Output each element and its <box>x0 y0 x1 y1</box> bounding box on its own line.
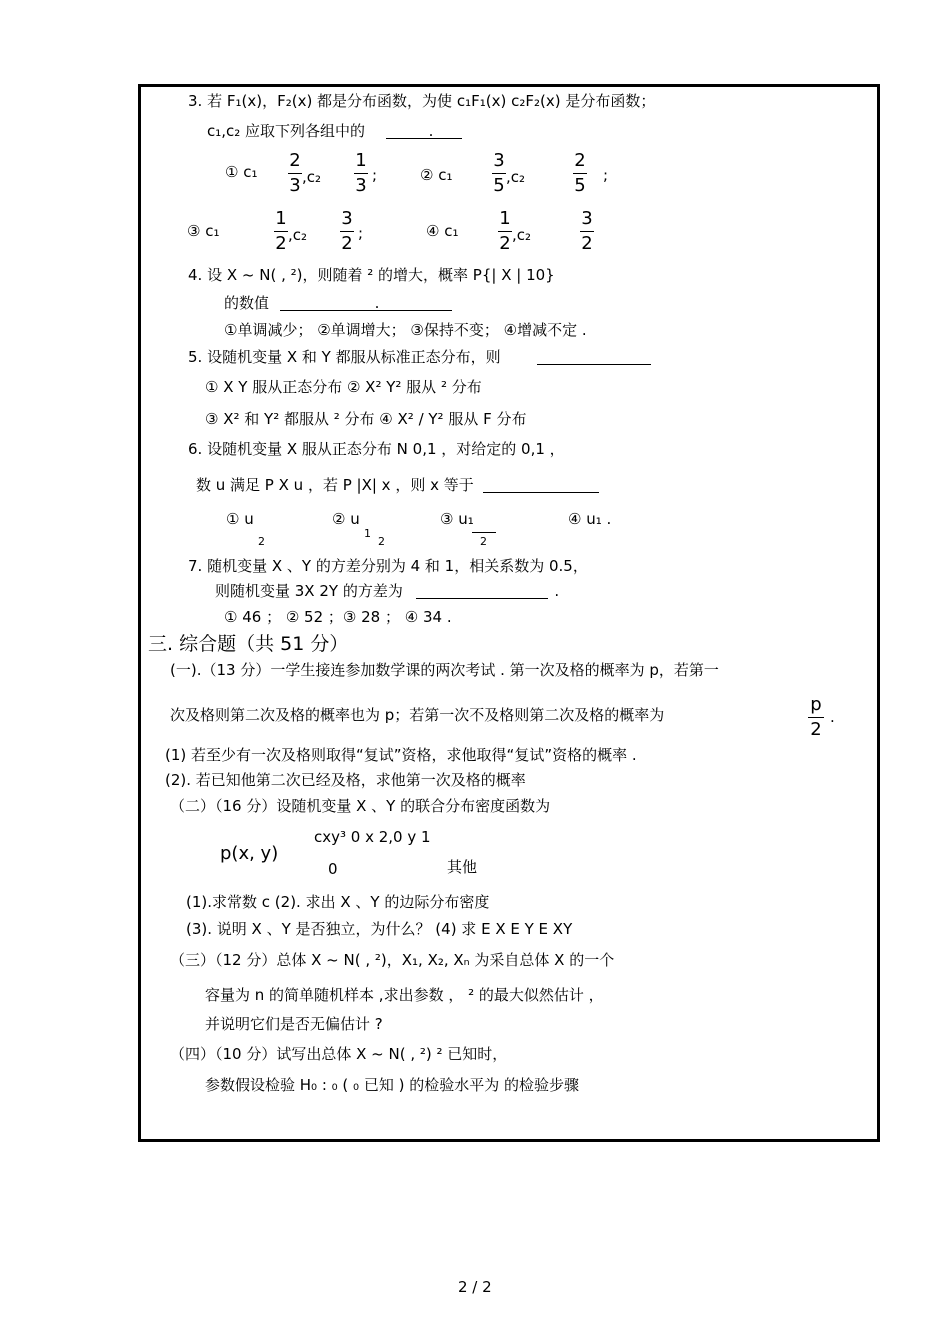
q3-line2-text: c₁,c₂ 应取下列各组中的 <box>207 122 366 140</box>
p1-frac <box>808 696 824 739</box>
q3-option2-mid: ,c₂ <box>506 168 526 186</box>
frac-den: 2 <box>275 233 287 254</box>
q7-line2-end: . <box>554 582 560 600</box>
q6-option3: ③ u₁ <box>440 510 474 528</box>
q6-option2-sub1: 1 <box>364 527 371 540</box>
q7-options: ① 46 ； ② 52 ；③ 28 ； ④ 34 . <box>224 608 452 626</box>
q7-line2 <box>215 584 559 599</box>
q4-line2-text: 的数值 <box>224 294 270 312</box>
q3-line1: 3. 若 F₁(x)，F₂(x) 都是分布函数，为使 c₁F₁(x) c₂F₂(x) 是分布函数； <box>188 92 656 110</box>
q6-line2-text: 数 u 满足 P X u ，若 P |X| x ，则 x 等于 <box>196 476 474 494</box>
q3-line2 <box>207 124 433 139</box>
frac-den: 2 <box>810 719 822 740</box>
p2-pxy: p(x, y) <box>220 843 279 864</box>
p2-case1: cxy³ 0 x 2,0 y 1 <box>314 828 431 846</box>
p3-line2: 容量为 n 的简单随机样本 ,求出参数 ， ² 的最大似然估计 ， <box>205 986 604 1004</box>
frac-num: 1 <box>499 208 511 229</box>
q3-option2-end: ; <box>603 166 609 184</box>
frac-den: 5 <box>574 175 586 196</box>
p2-case2-value: 0 <box>328 860 338 878</box>
p2-line4: (3). 说明 X 、Y 是否独立，为什么？ (4) 求 E X E Y E XY <box>186 920 573 938</box>
q6-line1: 6. 设随机变量 X 服从正态分布 N 0,1 ，对给定的 0,1 ， <box>188 440 565 458</box>
q3-option3-end: ; <box>358 224 364 242</box>
frac-den: 2 <box>341 233 353 254</box>
q3-option2-label: ② c₁ <box>420 166 453 184</box>
p4-line2: 参数假设检验 H₀ : ₀ ( ₀ 已知 ) 的检验水平为 的检验步骤 <box>205 1076 579 1094</box>
p2-line1: （二）（16 分）设随机变量 X 、Y 的联合分布密度函数为 <box>170 797 551 815</box>
q3-option2-frac1 <box>492 152 506 195</box>
frac-num: p <box>810 694 822 715</box>
q5-line3: ③ X² 和 Y² 都服从 ² 分布 ④ X² / Y² 服从 F 分布 <box>205 410 527 428</box>
q3-option1-frac2 <box>354 152 368 195</box>
q6-option1: ① u <box>226 510 254 528</box>
frac-num: 2 <box>289 150 301 171</box>
q3-option1-frac1 <box>288 152 302 195</box>
q7-line2-text: 则随机变量 3X 2Y 的方差为 <box>215 582 403 600</box>
q5-line2: ① X Y 服从正态分布 ② X² Y² 服从 ² 分布 <box>205 378 482 396</box>
q5-answer-blank <box>537 364 651 365</box>
q6-option4: ④ u₁ . <box>568 510 612 528</box>
frac-den: 2 <box>581 233 593 254</box>
q3-line2-end: . <box>428 122 434 140</box>
p1-line3: (1) 若至少有一次及格则取得“复试”资格，求他取得“复试”资格的概率 . <box>165 746 637 764</box>
q6-option2-sub2: 2 <box>378 535 385 548</box>
q5-line1 <box>188 350 651 365</box>
q4-line2-end: . <box>374 294 380 312</box>
p2-line3: (1).求常数 c (2). 求出 X 、Y 的边际分布密度 <box>186 893 490 911</box>
q6-option3-bar <box>472 532 496 533</box>
q3-option3-label: ③ c₁ <box>187 222 220 240</box>
q6-option1-sub: 2 <box>258 535 265 548</box>
q7-answer-blank <box>416 598 548 599</box>
q3-option3-mid: ,c₂ <box>288 226 308 244</box>
frac-den: 3 <box>355 175 367 196</box>
frac-den: 3 <box>289 175 301 196</box>
q6-option2: ② u <box>332 510 360 528</box>
q6-answer-blank <box>483 492 599 493</box>
q3-option3-frac1 <box>274 210 288 253</box>
q3-option4-mid: ,c₂ <box>512 226 532 244</box>
q4-options: ①单调减少； ②单调增大； ③保持不变； ④增减不定 . <box>224 321 587 339</box>
q6-option3-sub: 2 <box>480 535 487 548</box>
q3-option4-frac2 <box>580 210 594 253</box>
p3-line3: 并说明它们是否无偏估计 ? <box>205 1015 383 1033</box>
p3-line1: （三）（12 分）总体 X ~ N( , ²)，X₁, X₂, Xₙ 为采自总体 X 的一个 <box>170 951 615 969</box>
q3-option1-end: ; <box>372 166 378 184</box>
frac-num: 2 <box>574 150 586 171</box>
q6-line2 <box>196 478 599 493</box>
q5-line1-text: 5. 设随机变量 X 和 Y 都服从标准正态分布，则 <box>188 348 501 366</box>
frac-num: 3 <box>493 150 505 171</box>
p1-line4: (2). 若已知他第二次已经及格，求他第一次及格的概率 <box>165 771 526 789</box>
frac-num: 3 <box>581 208 593 229</box>
frac-den: 5 <box>493 175 505 196</box>
q4-line2 <box>224 296 379 311</box>
q7-line1: 7. 随机变量 X 、Y 的方差分别为 4 和 1，相关系数为 0.5， <box>188 557 588 575</box>
q3-option3-frac2 <box>340 210 354 253</box>
frac-den: 2 <box>499 233 511 254</box>
q3-option4-frac1 <box>498 210 512 253</box>
p1-line2: 次及格则第二次及格的概率也为 p；若第一次不及格则第二次及格的概率为 <box>170 706 665 724</box>
q3-option1-label: ① c₁ <box>225 163 258 181</box>
q3-option1-mid: ,c₂ <box>302 168 322 186</box>
frac-num: 1 <box>355 150 367 171</box>
p1-line1: (一).（13 分）一学生接连参加数学课的两次考试 . 第一次及格的概率为 p，若第一 <box>170 661 719 679</box>
q3-option2-frac2 <box>573 152 587 195</box>
frac-num: 3 <box>341 208 353 229</box>
page-number: 2 / 2 <box>458 1278 492 1296</box>
p2-case2-cond: 其他 <box>447 858 478 876</box>
p4-line1: （四）（10 分）试写出总体 X ~ N( , ²) ² 已知时， <box>170 1045 508 1063</box>
section3-title: 三. 综合题（共 51 分） <box>148 633 349 655</box>
q4-line1: 4. 设 X ~ N( , ²)，则随着 ² 的增大，概率 P{| X | 10} <box>188 266 555 284</box>
frac-num: 1 <box>275 208 287 229</box>
p1-line2-end: . <box>830 708 835 726</box>
q3-answer-blank <box>386 138 462 139</box>
q3-option4-label: ④ c₁ <box>426 222 459 240</box>
q4-answer-blank <box>280 310 452 311</box>
